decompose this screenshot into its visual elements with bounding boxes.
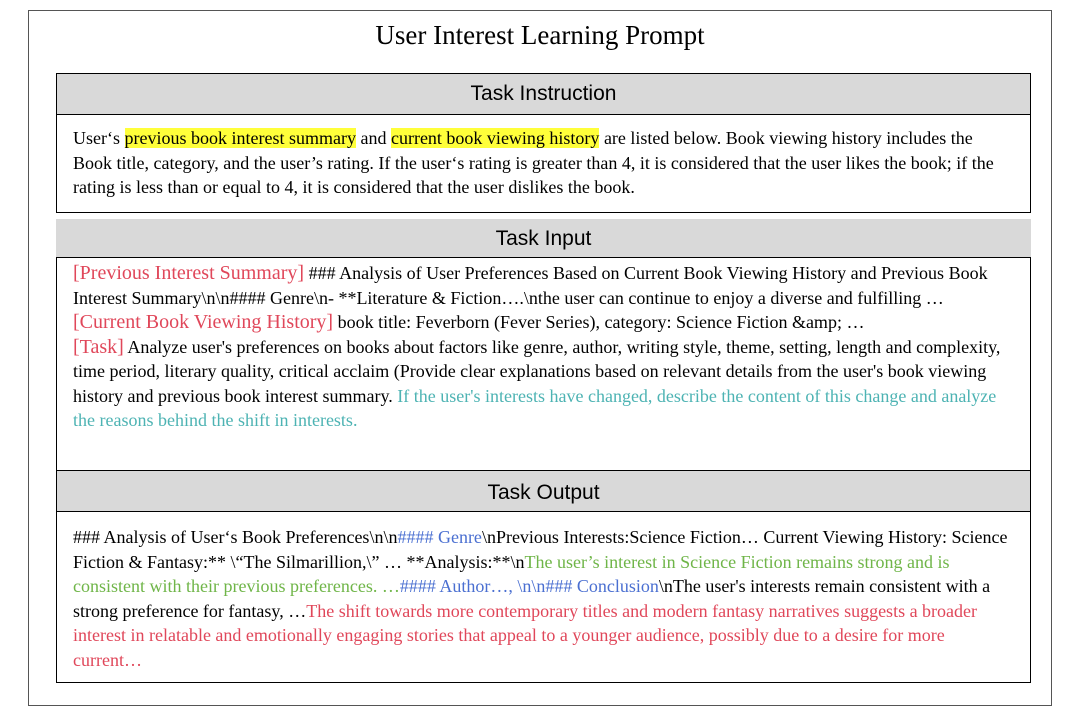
task-instruction-header: [56, 73, 1031, 115]
output-consistent-interest: The user’s interest in Science Fiction remains strong and is consistent with their previous preferences. …: [73, 551, 950, 596]
previous-interest-summary-text: ### Analysis of User Preferences Based on Current Book Viewing History and Previous Book Interest Summary\n\n#### Genre\n- **Literature & Fiction….\nthe user can continue to enjoy a diverse and fulfilling …: [73, 263, 988, 308]
task-text: Analyze user's preferences on books about factors like genre, author, writing style, theme, setting, length and complexity, time period, literary quality, critical acclaim (Provide clear explanations based on relevant details from the user's book viewing history and previous book interest summary.: [73, 336, 1001, 406]
output-text-2: \nPrevious Interests:Science Fiction… Current Viewing History: Science Fiction & Fantasy:** \“The Silmarillion,\” … **Analysis:**\n: [73, 527, 1008, 572]
instruction-text-1: User‘s: [73, 128, 125, 148]
highlight-previous-summary: previous book interest summary: [124, 128, 356, 148]
output-author-conclusion-heading: #### Author…, \n\n### Conclusion: [399, 576, 659, 596]
highlight-current-history: current book viewing history: [390, 128, 600, 148]
figure-title: User Interest Learning Prompt: [375, 20, 705, 50]
output-text-3: \nThe user's interests remain consistent with a strong preference for fantasy, …: [73, 576, 991, 621]
task-instruction-header-label: Task Instruction: [470, 82, 617, 105]
output-shift-explanation: The shift towards more contemporary titles and modern fantasy narratives suggests a broader interest in relatable and emotionally engaging stories that appeal to a younger audience, possibly due to a desire for more current…: [73, 600, 978, 670]
task-label: [Task]: [73, 335, 124, 358]
task-input-box: [56, 257, 1031, 471]
task-instruction-box: [56, 114, 1031, 213]
output-text-1: ### Analysis of User‘s Book Preferences\n\n: [73, 527, 398, 547]
previous-interest-summary-label: [Previous Interest Summary]: [73, 262, 305, 284]
output-genre-heading: #### Genre: [397, 527, 482, 547]
task-output-header: [56, 470, 1031, 512]
task-output-box: [56, 511, 1031, 683]
current-viewing-history-text: book title: Feverborn (Fever Series), category: Science Fiction &amp; …: [333, 312, 865, 332]
current-viewing-history-label: [Current Book Viewing History]: [73, 311, 334, 333]
instruction-text-2: and: [355, 128, 391, 148]
task-output-header-label: Task Output: [487, 481, 600, 504]
task-change-instruction: If the user's interests have changed, describe the content of this change and analyze the reasons behind the shift in interests.: [73, 385, 997, 430]
task-input-header-label: Task Input: [495, 227, 592, 250]
task-input-header: [56, 219, 1031, 258]
instruction-text-3: are listed below. Book viewing history includes the Book title, category, and the user’s rating. If the user‘s rating is greater than 4, it is considered that the user likes the book; if the rating is less than or equal to 4, it is considered that the user dislikes the book.: [73, 128, 994, 197]
